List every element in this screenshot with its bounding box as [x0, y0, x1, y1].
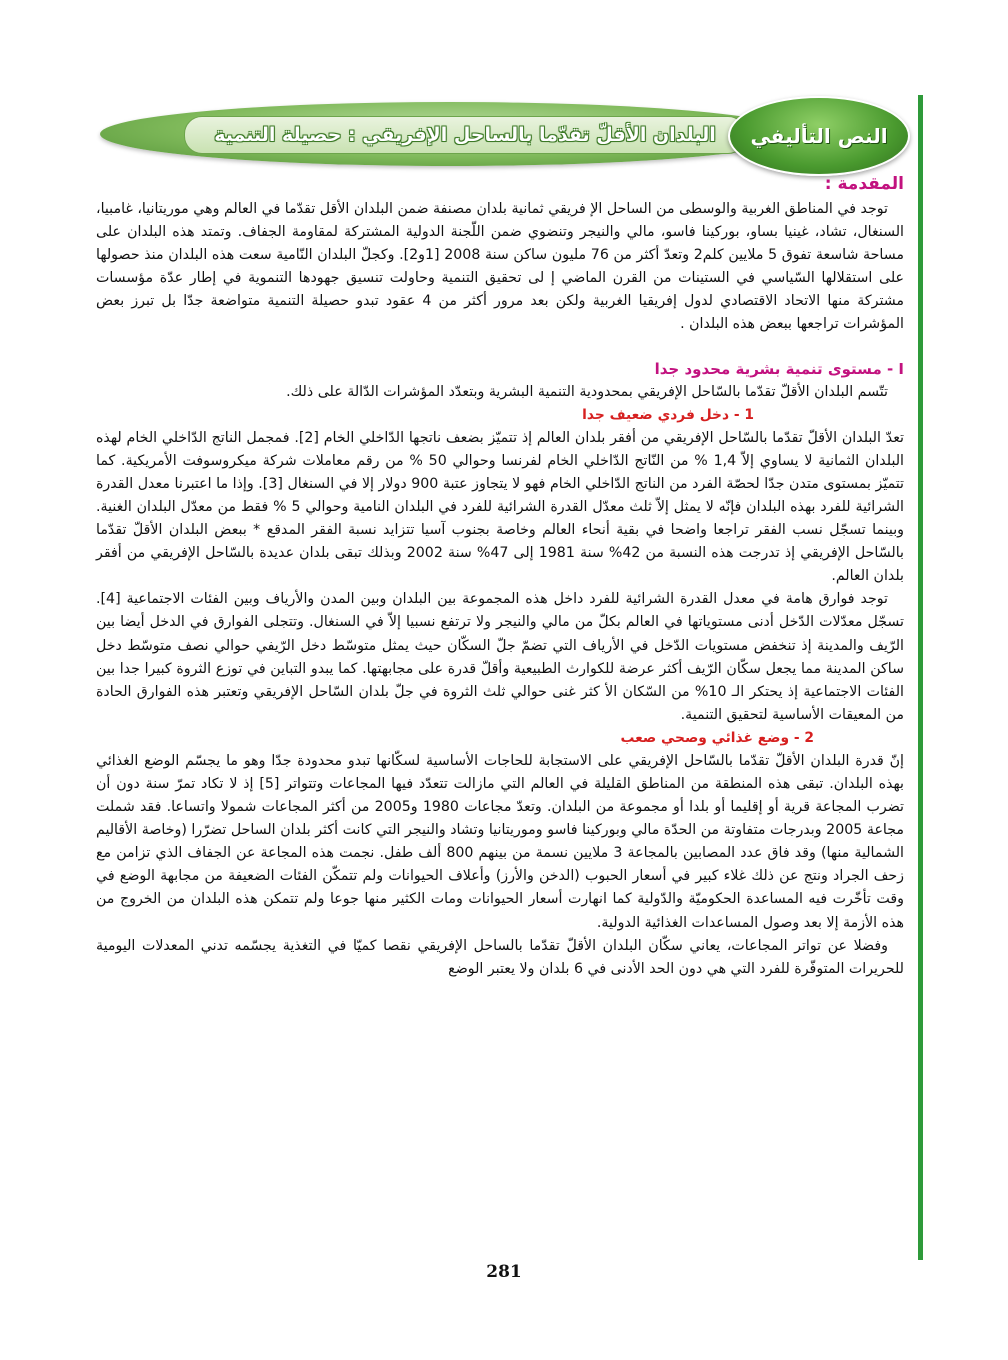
header-banner [100, 96, 910, 172]
text-type-badge [728, 96, 910, 176]
section-1-heading: I - مستوى تنمية بشرية محدود جدا [654, 359, 904, 378]
subsection-2-heading: 2 - وضع غذائي وصحي صعب [620, 729, 814, 746]
badge-label: النص التأليفي [750, 124, 888, 148]
page-margin-rule [918, 95, 923, 1260]
intro-heading: المقدمة : [824, 174, 904, 194]
article-body [96, 172, 904, 981]
subsection-1-paragraph-2: توجد فوارق هامة في معدل القدرة الشرائية للفرد داخل هذه المجموعة بين البلدان وبين المدن والأرياف وبين الفئات الاجتماعية [4]. تسجّل معدّلات الدّخل أدنى مستوياتها في العالم بكلّ من مالي والنيجر ولا ترتفع نسبيا إلاّ في السنغال. وتتجلى الفوارق في الدخل أيضا بين الرّيف والمدينة إذ تنخفض مستويات الدّخل في الأرياف التي تضمّ جلّ السكّان حيث يمثل متوسّط دخل الرّيفي حوالي نصف متوسّط دخل ساكن المدينة مما يجعل سكّان الرّيف أكثر عرضة للكوارث الطبيعية وأقلّ قدرة على مجابهتها. كما يبدو التباين في توزع الثروة كبيرا جدا بين الفئات الاجتماعية إذ يحتكر الـ 10% من السّكان الأ كثر غنى حوالي ثلث الثروة في جلّ بلدان السّاحل الإفريقي وتعتبر هذه الفوارق الحادة من المعيقات الأساسية لتحقيق التنمية. [96, 591, 904, 723]
subsection-1-paragraph-1: تعدّ البلدان الأقلّ تقدّما بالسّاحل الإفريقي من أفقر بلدان العالم إذ تتميّز بضعف ناتجها الدّاخلي الخام [2]. فمجمل الناتج الدّاخلي الخام لهذه البلدان الثمانية لا يساوي إلاّ 1,4 % من النّاتج الدّاخلي الخام لفرنسا وحوالي 50 % من رقم معاملات شركة ميكروسوفت الأمريكية. كما تتميّز بمستوى متدن جدّا لحصّة الفرد من الناتج الدّاخلي الخام فهو لا يتجاوز عتبة 900 دولار إلا في السنغال [3]. وإذا ما اعتبرنا معدل القدرة الشرائية للفرد بهذه البلدان فإنّه لا يمثل إلاّ ثلث معدّل القدرة الشرائية للفرد في البلدان النامية وحوالي 5 % فقط من معدّل البلدان الغنية. وبينما تسجّل نسب الفقر تراجعا واضحا في بقية أنحاء العالم وخاصة بجنوب آسيا تتزايد نسبة الفقر المدقع * ببعض البلدان الأقلّ تقدّما بالسّاحل الإفريقي إذ تدرجت هذه النسبة من 42% سنة 1981 إلى 47% سنة 2002 وبذلك تبقى بلدان عديدة بالسّاحل الإفريقي من أفقر بلدان العالم. [96, 429, 905, 585]
subsection-2-paragraph-1: إنّ قدرة البلدان الأقلّ تقدّما بالسّاحل الإفريقي على الاستجابة للحاجات الأساسية لسكّانها تبدو محدودة جدّا وهو ما يجسّم الوضع الغذائي بهذه البلدان. تبقى هذه المنطقة من المناطق القليلة في العالم التي مازالت تتعدّد فيها المجاعات وتتواتر [5] إذ لا تكاد تمرّ سنة دون أن تضرب المجاعة قرية أو إقليما أو بلدا أو مجموعة من البلدان. وتعدّ مجاعات 1980 و2005 من أكثر المجاعات شمولا واتساعا. فقد شملت مجاعة 2005 وبدرجات متفاوتة من الحدّة مالي وبوركينا فاسو وموريتانيا وتشاد والنيجر التي كانت أكثر بلدان الساحل تضرّرا (وخاصة الأقاليم الشمالية منها) وقد فاق عدد المصابين بالمجاعة 3 ملايين نسمة من بينهم 800 ألف طفل. نجمت هذه المجاعة عن الجفاف الذي تزامن مع زحف الجراد ونتج عن ذلك غلاء كبير في أسعار الحبوب (الدخن والأرز) وأعلاف الحيوانات ولم تتمكّن الفئات الضعيفة من مجابهة الوضع في وقت تأخّرت فيه المساعدة الحكوميّة والدّولية كما انهارت أسعار الحيوانات ومات الكثير منها جوعا ولم تتمكن هذه البلدان من الخروج من هذه الأزمة إلا بعد وصول المساعدات الغذائية الدولية. [96, 752, 905, 931]
page-number: 281 [486, 1262, 522, 1282]
section-1-lead: تتّسم البلدان الأقلّ تقدّما بالسّاحل الإفريقي بمحدودية التنمية البشرية وبتعدّد المؤشرات الدّالة على ذلك. [286, 383, 888, 400]
banner-title: البلدان الأقلّ تقدّما بالساحل الإفريقي : حصيلة التنمية [214, 124, 716, 146]
subsection-2-paragraph-2: وفضلا عن تواتر المجاعات، يعاني سكّان البلدان الأقلّ تقدّما بالساحل الإفريقي نقصا كميّا في التغذية يجسّمه تدني المعدلات اليومية للحريرات المتوفّرة للفرد التي هي دون الحد الأدنى في 6 بلدان ولا يعتبر الوضع [96, 937, 904, 977]
intro-paragraph: توجد في المناطق الغربية والوسطى من الساحل الإ فريقي ثمانية بلدان مصنفة ضمن البلدان الأقل تقدّما في العالم وهي موريتانيا، غامبيا، السنغال، تشاد، غينيا بساو، بوركينا فاسو، مالي والنيجر وتنضوي ضمن اللّجنة الدولية المشتركة لمقاومة الجفاف. وتمتد هذه البلدان على مساحة شاسعة تفوق 5 ملايين كلم2 وتعدّ أكثر من 76 مليون ساكن سنة 2008 [1و2]. وكجلّ البلدان النّامية سعت هذه البلدان منذ حصولها على استقلالها السّياسي في الستينات من القرن الماضي إ لى تحقيق التنمية وحاولت تنسيق جهودها التنموية في إطار عدّة مؤسسات مشتركة منها الاتحاد الاقتصادي لدول إفريقيا الغربية ولكن بعد مرور أكثر من 4 عقود تبدو حصيلة التنمية متواضعة جدّا بل تبرز بعض المؤشرات تراجعها ببعض هذه البلدان . [96, 201, 904, 333]
banner-title-strip [184, 116, 746, 154]
subsection-1-heading: 1 - دخل فردي ضعيف جدا [582, 406, 754, 423]
